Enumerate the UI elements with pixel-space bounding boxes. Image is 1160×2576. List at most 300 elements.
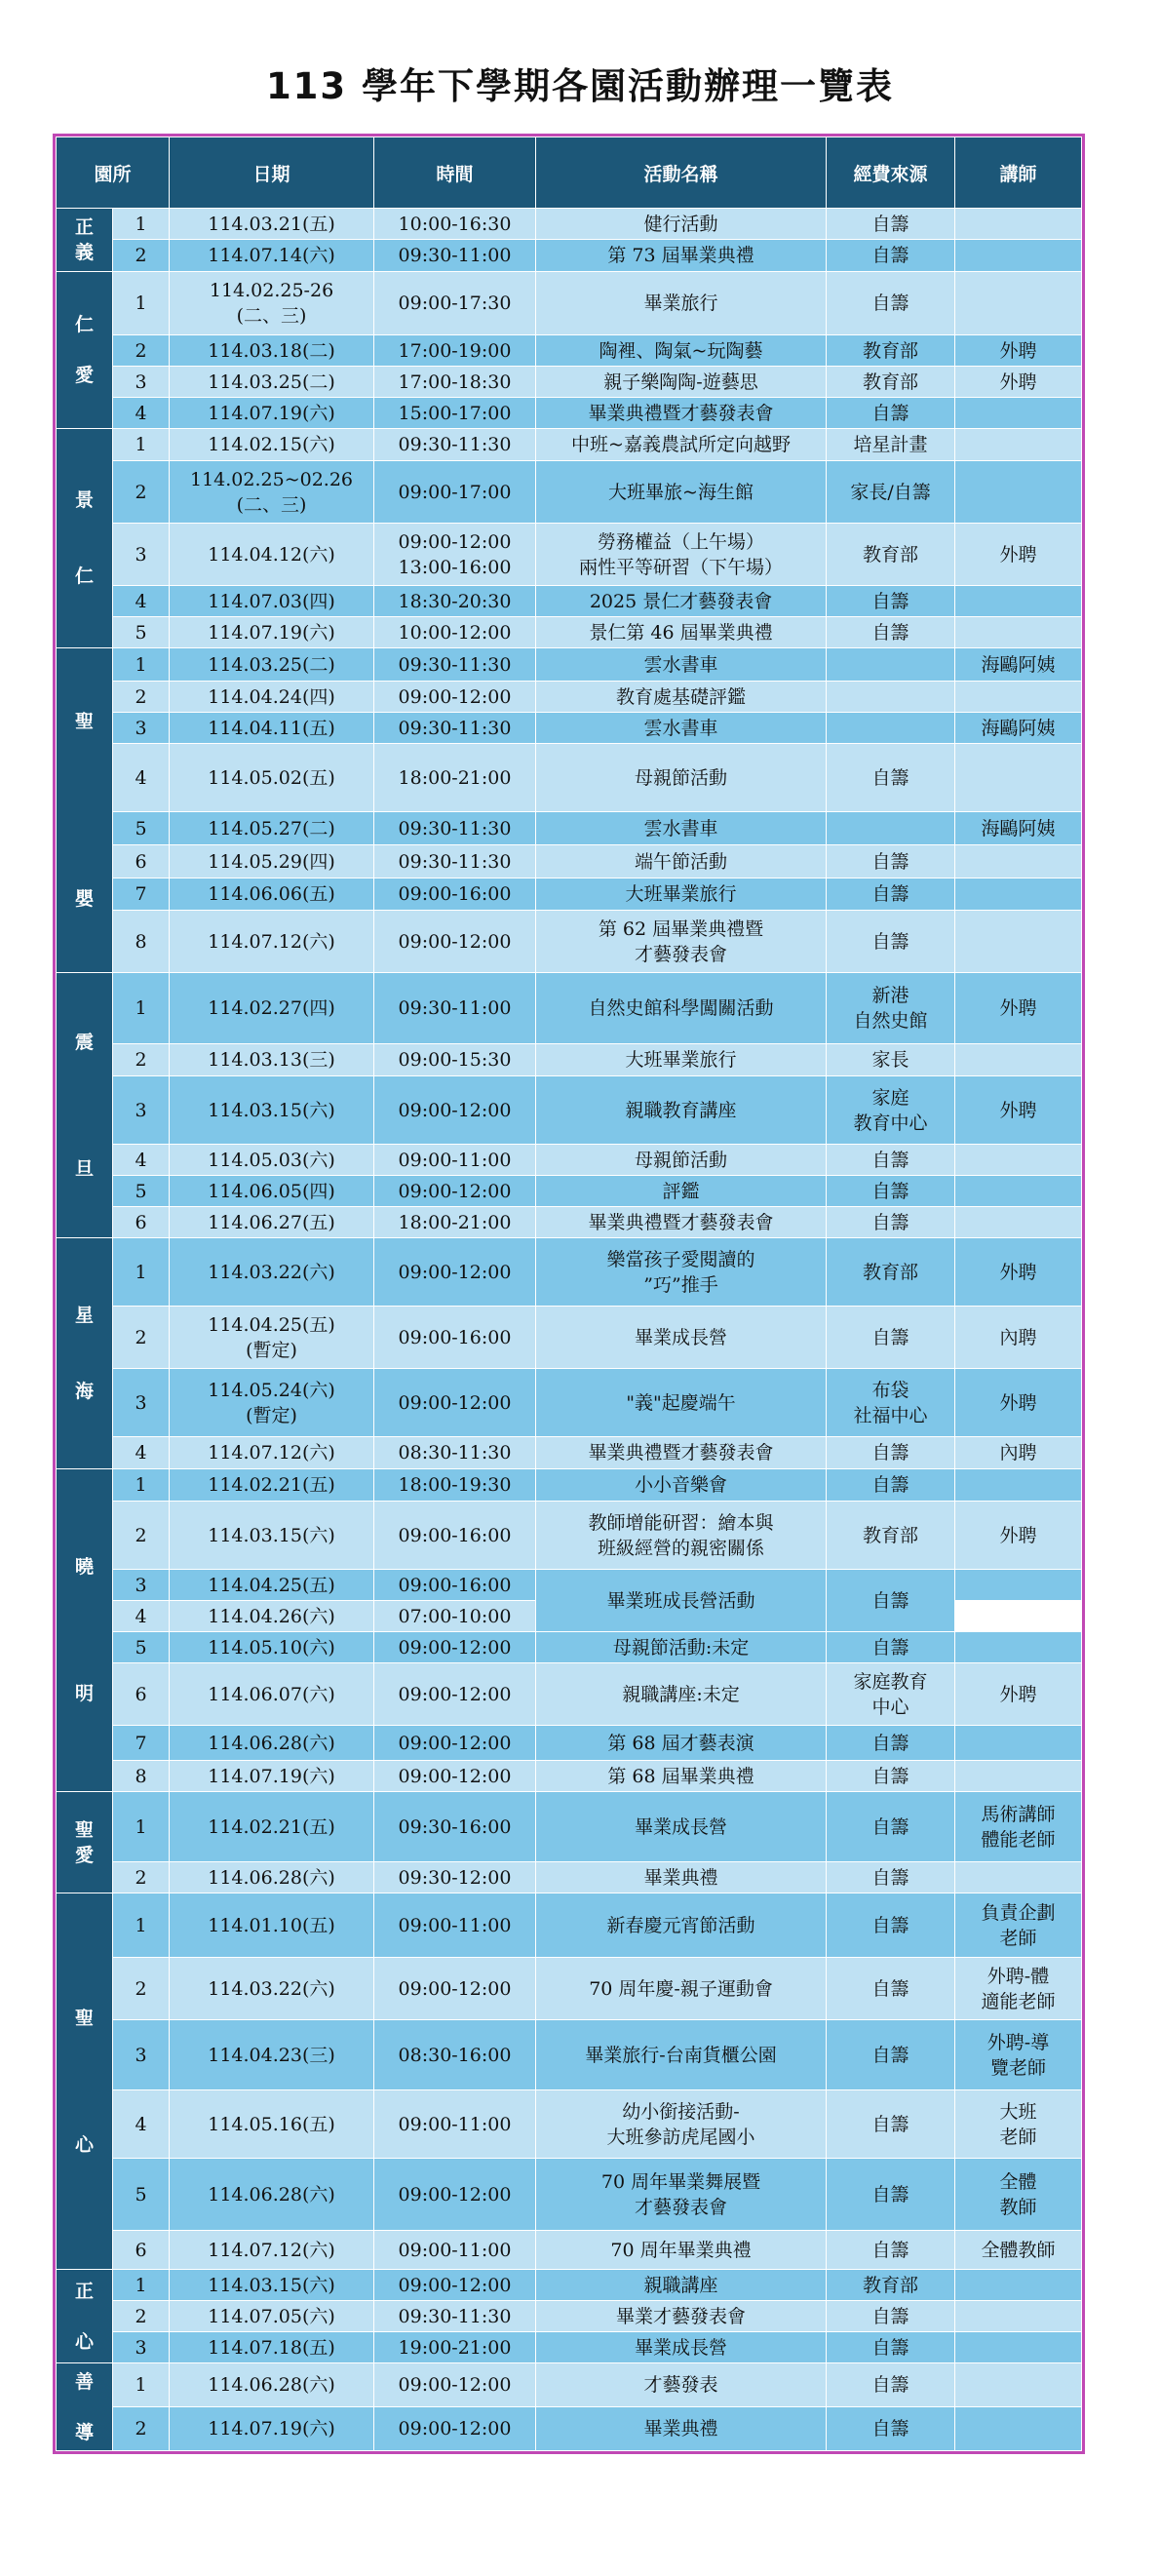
- table-row: [57, 1958, 1082, 2020]
- activity-name-cell: 大班畢業旅行: [536, 1044, 827, 1076]
- lecturer-cell: 內聘: [955, 1307, 1082, 1369]
- date-cell: 114.03.22(六): [170, 1958, 374, 2020]
- lecturer-cell: [955, 617, 1082, 648]
- item-number-cell: 2: [113, 682, 170, 713]
- activity-name-cell: 雲水書車: [536, 812, 827, 845]
- lecturer-cell: [955, 911, 1082, 973]
- time-cell: 09:00-11:00: [374, 1145, 536, 1176]
- activity-name-cell: 健行活動: [536, 209, 827, 240]
- time-cell: 10:00-16:30: [374, 209, 536, 240]
- item-number-cell: 3: [113, 1369, 170, 1437]
- funding-source-cell: 自籌: [827, 2159, 955, 2231]
- lecturer-cell: 外聘: [955, 1238, 1082, 1307]
- item-number-cell: 5: [113, 617, 170, 648]
- time-cell: 09:00-16:00: [374, 878, 536, 911]
- date-cell: 114.03.15(六): [170, 2270, 374, 2301]
- date-cell: 114.03.25(二): [170, 367, 374, 398]
- date-cell: 114.02.21(五): [170, 1792, 374, 1862]
- item-number-cell: 4: [113, 1437, 170, 1469]
- time-cell: 09:00-15:30: [374, 1044, 536, 1076]
- activity-name-cell: 畢業成長營: [536, 1307, 827, 1369]
- activity-name-cell: 畢業旅行-台南貨櫃公園: [536, 2020, 827, 2090]
- lecturer-cell: [955, 1632, 1082, 1663]
- time-cell: 09:00-12:00: [374, 911, 536, 973]
- date-cell: 114.07.19(六): [170, 398, 374, 429]
- funding-source-cell: 自籌: [827, 2407, 955, 2451]
- table-row: [57, 713, 1082, 744]
- date-cell: 114.07.14(六): [170, 240, 374, 272]
- item-number-cell: 1: [113, 1893, 170, 1958]
- funding-source-cell: 自籌: [827, 2332, 955, 2363]
- school-name-cell: 曉 明: [57, 1469, 113, 1792]
- time-cell: 09:30-11:30: [374, 429, 536, 461]
- item-number-cell: 2: [113, 2407, 170, 2451]
- table-row: [57, 429, 1082, 461]
- item-number-cell: 1: [113, 1792, 170, 1862]
- activity-name-cell: 新春慶元宵節活動: [536, 1893, 827, 1958]
- lecturer-cell: [955, 1862, 1082, 1893]
- item-number-cell: 2: [113, 1502, 170, 1570]
- lecturer-cell: [955, 461, 1082, 524]
- table-row: [57, 461, 1082, 524]
- activity-name-cell: 評鑑: [536, 1176, 827, 1207]
- item-number-cell: 8: [113, 911, 170, 973]
- time-cell: 09:30-12:00: [374, 1862, 536, 1893]
- table-row: [57, 272, 1082, 335]
- date-cell: 114.05.29(四): [170, 845, 374, 878]
- activity-name-cell: 親職講座:未定: [536, 1663, 827, 1726]
- funding-source-cell: 自籌: [827, 2090, 955, 2159]
- lecturer-cell: 全體教師: [955, 2231, 1082, 2270]
- activity-name-cell: 畢業典禮暨才藝發表會: [536, 398, 827, 429]
- funding-source-cell: 自籌: [827, 1893, 955, 1958]
- item-number-cell: 1: [113, 1238, 170, 1307]
- activity-name-cell: 自然史館科學闖關活動: [536, 973, 827, 1044]
- lecturer-cell: [955, 1044, 1082, 1076]
- funding-source-cell: [827, 682, 955, 713]
- date-cell: 114.04.11(五): [170, 713, 374, 744]
- item-number-cell: 6: [113, 1207, 170, 1238]
- time-cell: 09:30-11:30: [374, 713, 536, 744]
- date-cell: 114.07.12(六): [170, 1437, 374, 1469]
- lecturer-cell: [955, 240, 1082, 272]
- table-row: [57, 1893, 1082, 1958]
- lecturer-cell: [955, 2332, 1082, 2363]
- funding-source-cell: 自籌: [827, 272, 955, 335]
- time-cell: 09:00-11:00: [374, 2231, 536, 2270]
- activity-name-cell: 教師增能研習：繪本與 班級經營的親密關係: [536, 1502, 827, 1570]
- date-cell: 114.07.19(六): [170, 1761, 374, 1792]
- funding-source-cell: 自籌: [827, 586, 955, 617]
- date-cell: 114.04.26(六): [170, 1601, 374, 1632]
- lecturer-cell: 外聘: [955, 1076, 1082, 1145]
- time-cell: 09:00-12:00: [374, 2270, 536, 2301]
- item-number-cell: 6: [113, 845, 170, 878]
- item-number-cell: 4: [113, 1145, 170, 1176]
- item-number-cell: 1: [113, 1469, 170, 1502]
- activity-name-cell: 2025 景仁才藝發表會: [536, 586, 827, 617]
- date-cell: 114.03.21(五): [170, 209, 374, 240]
- header-time: 時間: [374, 137, 536, 209]
- school-name-cell: 正 義: [57, 209, 113, 272]
- item-number-cell: 3: [113, 1076, 170, 1145]
- activity-name-cell: 第 62 屆畢業典禮暨 才藝發表會: [536, 911, 827, 973]
- table-row: [57, 1437, 1082, 1469]
- funding-source-cell: 新港 自然史館: [827, 973, 955, 1044]
- activity-name-cell: 大班畢旅~海生館: [536, 461, 827, 524]
- table-row: [57, 2332, 1082, 2363]
- funding-source-cell: 家長: [827, 1044, 955, 1076]
- table-row: [57, 1502, 1082, 1570]
- item-number-cell: 8: [113, 1761, 170, 1792]
- date-cell: 114.07.18(五): [170, 2332, 374, 2363]
- item-number-cell: 3: [113, 1570, 170, 1601]
- item-number-cell: 1: [113, 648, 170, 682]
- date-cell: 114.04.25(五) (暫定): [170, 1307, 374, 1369]
- table-row: [57, 973, 1082, 1044]
- funding-source-cell: 教育部: [827, 367, 955, 398]
- table-row: [57, 2020, 1082, 2090]
- activity-name-cell: "義"起慶端午: [536, 1369, 827, 1437]
- date-cell: 114.02.21(五): [170, 1469, 374, 1502]
- item-number-cell: 2: [113, 1862, 170, 1893]
- header-date: 日期: [170, 137, 374, 209]
- time-cell: 17:00-19:00: [374, 335, 536, 367]
- activity-name-cell: 母親節活動: [536, 744, 827, 812]
- time-cell: 09:00-12:00: [374, 1958, 536, 2020]
- funding-source-cell: 布袋 社福中心: [827, 1369, 955, 1437]
- date-cell: 114.05.16(五): [170, 2090, 374, 2159]
- time-cell: 09:00-11:00: [374, 2090, 536, 2159]
- lecturer-cell: 海鷗阿姨: [955, 713, 1082, 744]
- time-cell: 10:00-12:00: [374, 617, 536, 648]
- item-number-cell: 4: [113, 1601, 170, 1632]
- item-number-cell: 1: [113, 429, 170, 461]
- header-activity: 活動名稱: [536, 137, 827, 209]
- table-row: [57, 1663, 1082, 1726]
- activity-name-cell: 大班畢業旅行: [536, 878, 827, 911]
- lecturer-cell: [955, 1761, 1082, 1792]
- date-cell: 114.07.05(六): [170, 2301, 374, 2332]
- table-row: [57, 845, 1082, 878]
- activity-name-cell: 雲水書車: [536, 713, 827, 744]
- activity-name-cell: 幼小銜接活動- 大班參訪虎尾國小: [536, 2090, 827, 2159]
- activity-name-cell: 畢業典禮暨才藝發表會: [536, 1207, 827, 1238]
- time-cell: 09:00-12:00: [374, 1761, 536, 1792]
- lecturer-cell: 海鷗阿姨: [955, 648, 1082, 682]
- funding-source-cell: 自籌: [827, 1862, 955, 1893]
- funding-source-cell: 自籌: [827, 1958, 955, 2020]
- time-cell: 09:00-17:00: [374, 461, 536, 524]
- time-cell: 09:00-12:00 13:00-16:00: [374, 524, 536, 586]
- table-row: [57, 744, 1082, 812]
- funding-source-cell: [827, 812, 955, 845]
- activity-name-cell: 70 周年畢業典禮: [536, 2231, 827, 2270]
- time-cell: 09:00-12:00: [374, 1238, 536, 1307]
- date-cell: 114.06.28(六): [170, 1862, 374, 1893]
- time-cell: 09:00-12:00: [374, 2363, 536, 2407]
- lecturer-cell: 外聘: [955, 367, 1082, 398]
- item-number-cell: 5: [113, 812, 170, 845]
- activity-name-cell: 親職講座: [536, 2270, 827, 2301]
- funding-source-cell: 家庭 教育中心: [827, 1076, 955, 1145]
- funding-source-cell: 自籌: [827, 2363, 955, 2407]
- activity-name-cell: 親職教育講座: [536, 1076, 827, 1145]
- item-number-cell: 1: [113, 2363, 170, 2407]
- funding-source-cell: 教育部: [827, 2270, 955, 2301]
- time-cell: 09:00-16:00: [374, 1570, 536, 1601]
- item-number-cell: 7: [113, 1726, 170, 1761]
- item-number-cell: 4: [113, 2090, 170, 2159]
- lecturer-cell: [955, 1570, 1082, 1601]
- school-name-cell: 聖 心: [57, 1893, 113, 2270]
- activity-name-cell: 畢業成長營: [536, 1792, 827, 1862]
- funding-source-cell: 自籌: [827, 2231, 955, 2270]
- time-cell: 07:00-10:00: [374, 1601, 536, 1632]
- time-cell: 09:00-12:00: [374, 1663, 536, 1726]
- school-name-cell: 震 旦: [57, 973, 113, 1238]
- funding-source-cell: 教育部: [827, 335, 955, 367]
- activity-name-cell: 畢業典禮暨才藝發表會: [536, 1437, 827, 1469]
- date-cell: 114.07.12(六): [170, 911, 374, 973]
- activity-name-cell: 母親節活動: [536, 1145, 827, 1176]
- activity-name-cell: 中班~嘉義農試所定向越野: [536, 429, 827, 461]
- activity-name-cell: 畢業典禮: [536, 2407, 827, 2451]
- lecturer-cell: 大班 老師: [955, 2090, 1082, 2159]
- funding-source-cell: 教育部: [827, 1238, 955, 1307]
- time-cell: 09:30-11:30: [374, 812, 536, 845]
- table-row: [57, 878, 1082, 911]
- table-row: [57, 2090, 1082, 2159]
- lecturer-cell: 馬術講師 體能老師: [955, 1792, 1082, 1862]
- time-cell: 09:00-12:00: [374, 1632, 536, 1663]
- date-cell: 114.04.23(三): [170, 2020, 374, 2090]
- time-cell: 09:00-12:00: [374, 2407, 536, 2451]
- funding-source-cell: 自籌: [827, 209, 955, 240]
- lecturer-cell: 外聘: [955, 973, 1082, 1044]
- date-cell: 114.07.03(四): [170, 586, 374, 617]
- item-number-cell: 7: [113, 878, 170, 911]
- activity-name-cell: 景仁第 46 屆畢業典禮: [536, 617, 827, 648]
- table-row: [57, 2301, 1082, 2332]
- time-cell: 09:30-11:00: [374, 240, 536, 272]
- funding-source-cell: 教育部: [827, 1502, 955, 1570]
- table-row: [57, 1726, 1082, 1761]
- date-cell: 114.03.18(二): [170, 335, 374, 367]
- funding-source-cell: 自籌: [827, 2301, 955, 2332]
- table-row: [57, 1862, 1082, 1893]
- item-number-cell: 1: [113, 209, 170, 240]
- lecturer-cell: 外聘: [955, 524, 1082, 586]
- item-number-cell: 2: [113, 461, 170, 524]
- date-cell: 114.05.27(二): [170, 812, 374, 845]
- funding-source-cell: 自籌: [827, 1726, 955, 1761]
- date-cell: 114.07.19(六): [170, 617, 374, 648]
- funding-source-cell: 家庭教育 中心: [827, 1663, 955, 1726]
- table-header-row: [57, 137, 1082, 209]
- funding-source-cell: 自籌: [827, 911, 955, 973]
- date-cell: 114.05.10(六): [170, 1632, 374, 1663]
- time-cell: 09:00-16:00: [374, 1502, 536, 1570]
- activity-name-cell: 畢業班成長營活動: [536, 1570, 827, 1632]
- time-cell: 09:00-12:00: [374, 1369, 536, 1437]
- date-cell: 114.04.24(四): [170, 682, 374, 713]
- table-row: [57, 367, 1082, 398]
- time-cell: 09:00-12:00: [374, 1076, 536, 1145]
- table-row: [57, 1792, 1082, 1862]
- date-cell: 114.07.19(六): [170, 2407, 374, 2451]
- table-row: [57, 812, 1082, 845]
- lecturer-cell: 全體 教師: [955, 2159, 1082, 2231]
- school-name-cell: 善 導: [57, 2363, 113, 2451]
- date-cell: 114.03.13(三): [170, 1044, 374, 1076]
- date-cell: 114.06.28(六): [170, 2363, 374, 2407]
- funding-source-cell: 培星計畫: [827, 429, 955, 461]
- school-name-cell: 景 仁: [57, 429, 113, 648]
- table-row: [57, 209, 1082, 240]
- time-cell: 15:00-17:00: [374, 398, 536, 429]
- funding-source-cell: 自籌: [827, 1176, 955, 1207]
- item-number-cell: 5: [113, 1176, 170, 1207]
- activity-name-cell: 70 周年慶-親子運動會: [536, 1958, 827, 2020]
- activity-name-cell: 母親節活動:未定: [536, 1632, 827, 1663]
- date-cell: 114.06.27(五): [170, 1207, 374, 1238]
- date-cell: 114.03.15(六): [170, 1502, 374, 1570]
- time-cell: 09:30-16:00: [374, 1792, 536, 1862]
- lecturer-cell: 外聘: [955, 1502, 1082, 1570]
- funding-source-cell: 自籌: [827, 1307, 955, 1369]
- date-cell: 114.05.03(六): [170, 1145, 374, 1176]
- table-row: [57, 240, 1082, 272]
- time-cell: 09:00-11:00: [374, 1893, 536, 1958]
- funding-source-cell: 家長/自籌: [827, 461, 955, 524]
- activity-name-cell: 才藝發表: [536, 2363, 827, 2407]
- funding-source-cell: 自籌: [827, 1469, 955, 1502]
- table-row: [57, 2363, 1082, 2407]
- school-name-cell: 聖 愛: [57, 1792, 113, 1893]
- lecturer-cell: [955, 1726, 1082, 1761]
- funding-source-cell: 自籌: [827, 1792, 955, 1862]
- date-cell: 114.06.06(五): [170, 878, 374, 911]
- table-row: [57, 682, 1082, 713]
- activity-name-cell: 陶裡、陶氣~玩陶藝: [536, 335, 827, 367]
- lecturer-cell: [955, 1145, 1082, 1176]
- lecturer-cell: [955, 429, 1082, 461]
- time-cell: 09:30-11:30: [374, 648, 536, 682]
- lecturer-cell: [955, 209, 1082, 240]
- table-row: [57, 1469, 1082, 1502]
- item-number-cell: 4: [113, 744, 170, 812]
- date-cell: 114.03.22(六): [170, 1238, 374, 1307]
- funding-source-cell: 自籌: [827, 845, 955, 878]
- item-number-cell: 4: [113, 586, 170, 617]
- item-number-cell: 5: [113, 2159, 170, 2231]
- funding-source-cell: 自籌: [827, 617, 955, 648]
- date-cell: 114.06.28(六): [170, 1726, 374, 1761]
- lecturer-cell: 外聘: [955, 1369, 1082, 1437]
- school-name-cell: 正 心: [57, 2270, 113, 2363]
- time-cell: 17:00-18:30: [374, 367, 536, 398]
- table-row: [57, 2407, 1082, 2451]
- item-number-cell: 2: [113, 1958, 170, 2020]
- activity-name-cell: 勞務權益（上午場） 兩性平等研習（下午場）: [536, 524, 827, 586]
- date-cell: 114.06.07(六): [170, 1663, 374, 1726]
- item-number-cell: 3: [113, 524, 170, 586]
- table-row: [57, 1570, 1082, 1601]
- date-cell: 114.04.12(六): [170, 524, 374, 586]
- item-number-cell: 5: [113, 1632, 170, 1663]
- table-row: [57, 2270, 1082, 2301]
- funding-source-cell: 自籌: [827, 1570, 955, 1632]
- funding-source-cell: 自籌: [827, 2020, 955, 2090]
- table-row: [57, 1238, 1082, 1307]
- table-body: [57, 209, 1082, 2451]
- lecturer-cell: [955, 1176, 1082, 1207]
- lecturer-cell: [955, 878, 1082, 911]
- date-cell: 114.03.15(六): [170, 1076, 374, 1145]
- table-row: [57, 1076, 1082, 1145]
- funding-source-cell: 教育部: [827, 524, 955, 586]
- funding-source-cell: 自籌: [827, 1761, 955, 1792]
- lecturer-cell: [955, 398, 1082, 429]
- activity-name-cell: 70 周年畢業舞展暨 才藝發表會: [536, 2159, 827, 2231]
- lecturer-cell: [955, 2363, 1082, 2407]
- lecturer-cell: [955, 2301, 1082, 2332]
- item-number-cell: 2: [113, 1044, 170, 1076]
- table-row: [57, 1176, 1082, 1207]
- date-cell: 114.01.10(五): [170, 1893, 374, 1958]
- lecturer-cell: [955, 586, 1082, 617]
- lecturer-cell: 內聘: [955, 1437, 1082, 1469]
- item-number-cell: 3: [113, 2332, 170, 2363]
- lecturer-cell: [955, 744, 1082, 812]
- lecturer-cell: [955, 2270, 1082, 2301]
- activity-name-cell: 第 73 屆畢業典禮: [536, 240, 827, 272]
- table-row: [57, 586, 1082, 617]
- date-cell: 114.07.12(六): [170, 2231, 374, 2270]
- table-row: [57, 911, 1082, 973]
- lecturer-cell: [955, 272, 1082, 335]
- time-cell: 19:00-21:00: [374, 2332, 536, 2363]
- item-number-cell: 2: [113, 2301, 170, 2332]
- date-cell: 114.05.24(六) (暫定): [170, 1369, 374, 1437]
- time-cell: 08:30-11:30: [374, 1437, 536, 1469]
- time-cell: 09:30-11:00: [374, 973, 536, 1044]
- funding-source-cell: 自籌: [827, 878, 955, 911]
- table-row: [57, 1632, 1082, 1663]
- time-cell: 09:00-12:00: [374, 2159, 536, 2231]
- time-cell: 09:30-11:30: [374, 845, 536, 878]
- lecturer-cell: [955, 2407, 1082, 2451]
- table-row: [57, 1369, 1082, 1437]
- lecturer-cell: [955, 1469, 1082, 1502]
- funding-source-cell: 自籌: [827, 398, 955, 429]
- table-row: [57, 1207, 1082, 1238]
- table-row: [57, 617, 1082, 648]
- activity-name-cell: 畢業典禮: [536, 1862, 827, 1893]
- header-school: 園所: [57, 137, 170, 209]
- table-row: [57, 335, 1082, 367]
- school-name-cell: 聖 嬰: [57, 648, 113, 973]
- activity-name-cell: 畢業成長營: [536, 2332, 827, 2363]
- time-cell: 08:30-16:00: [374, 2020, 536, 2090]
- item-number-cell: 1: [113, 2270, 170, 2301]
- time-cell: 18:00-19:30: [374, 1469, 536, 1502]
- date-cell: 114.05.02(五): [170, 744, 374, 812]
- header-funding: 經費來源: [827, 137, 955, 209]
- activity-name-cell: 樂當孩子愛閱讀的 ”巧”推手: [536, 1238, 827, 1307]
- item-number-cell: 3: [113, 2020, 170, 2090]
